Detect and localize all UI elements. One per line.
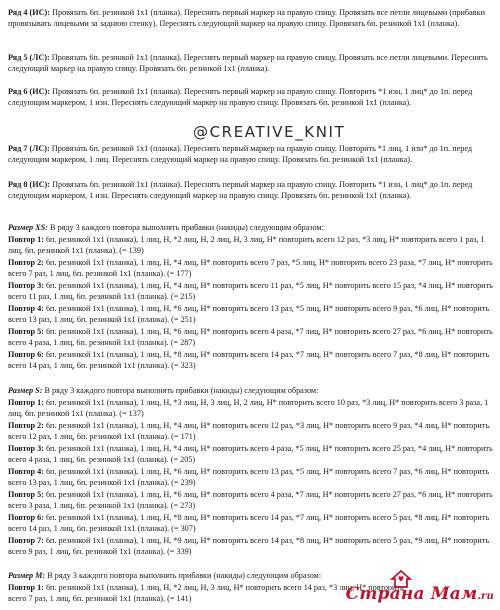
size-xs-repeat-3 xyxy=(8,280,494,302)
row-8-text: Провязать 6п. резинкой 1х1 (планка). Переснять первый маркер на правую спицу. Повторить *1 изн, 1 лиц* до 1п. перед следующим маркером, 1 изн. Переснять следующий маркер на правую спицу. Провязать 6п. резинкой 1х1 (планка). xyxy=(8,180,473,200)
repeat-label: Повтор 6: xyxy=(8,350,44,359)
row-8-label: Ряд 8 (ИС): xyxy=(8,180,51,189)
repeat-label: Повтор 4: xyxy=(8,304,44,313)
size-xs-intro: В ряду 3 каждого повтора выполнять прибавки (накиды) следующим образом: xyxy=(47,223,324,232)
repeat-text: 6п. резинкой 1х1 (планка), 1 лиц, Н, *8 лиц, Н* повторить всего 14 раз, *7 лиц, Н* повторить всего 7 раз, *8 лиц, Н* повторить всего 14 раз, 1 лиц, 6п. резинкой 1х1 (планка). (= 323) xyxy=(8,350,490,370)
size-xs-label: Размер XS: xyxy=(8,223,48,232)
row-6-label: Ряд 6 (ИС): xyxy=(8,87,51,96)
repeat-label: Повтор 4: xyxy=(8,467,44,476)
repeat-text: 6п. резинкой 1х1 (планка), 1 лиц, Н, *4 лиц, Н* повторить всего 7 раз, *5 лиц, Н* повторить всего 23 раза, *7 лиц, Н* повторить всего 7 раз, 1 лиц, 6п. резинкой 1х1 (планка). (= 177) xyxy=(8,258,493,278)
repeat-text: 6п. резинкой 1х1 (планка), 1 лиц, Н, *2 лиц, Н, 2 лиц, Н, 3 лиц, Н* повторить всего 12 раз, *3 лиц, Н* повторить всего 1 раз, 1 лиц, 6п. резинкой 1х1 (планка). (= 139) xyxy=(8,235,485,255)
repeat-text: 6п. резинкой 1х1 (планка), 1 лиц, Н, *4 лиц, Н* повторить всего 11 раз, *5 лиц, Н* повторить всего 15 раз, *4 лиц, Н* повторить всего 11 раз, 1 лиц, 6п. резинкой 1х1 (планка). (= 215) xyxy=(8,281,493,301)
repeat-label: Повтор 5: xyxy=(8,490,44,499)
repeat-label: Повтор 7: xyxy=(8,536,44,545)
repeat-label: Повтор 3: xyxy=(8,444,44,453)
repeat-text: 6п. резинкой 1х1 (планка), 1 лиц, Н, *6 лиц, Н* повторить всего 13 раз, *5 лиц, Н* повторить всего 7 раз, *6 лиц, Н* повторить всего 13 раз, 1 лиц, 6п. резинкой 1х1 (планка). (= 239) xyxy=(8,467,490,487)
repeat-text: 6п. резинкой 1х1 (планка), 1 лиц, Н, *4 лиц, Н* повторить всего 4 раза, *5 лиц, Н* повторить всего 25 раз, *4 лиц, Н* повторить всего 4 раза, 1 лиц, 6п. резинкой 1х1 (планка). (= 205) xyxy=(8,444,493,464)
size-xs-repeat-1 xyxy=(8,234,494,256)
row-5-text: Провязать 6п. резинкой 1х1 (планка). Переснять первый маркер на правую спицу. Провязать все петли лицевыми. Переснять следующий маркер на правую спицу. Провязать 6п. резинкой 1х1 (планка). xyxy=(8,53,488,73)
repeat-text: 6п. резинкой 1х1 (планка), 1 лиц, Н, *4 лиц, Н* повторить всего 12 раз, *3 лиц, Н* повторить всего 9 раз, *4 лиц, Н* повторить всего 12 раз, 1 лиц, 6п. резинкой 1х1 (планка). (= 171) xyxy=(8,421,490,441)
repeat-text: 6п. резинкой 1х1 (планка), 1 лиц, Н, *2 лиц, Н, 3 лиц, Н* повторить всего 14 раз, *3 лиц, Н* повторить всего 7 раз, 1 лиц, 6п. резинкой 1х1 (планка). (= 141) xyxy=(8,583,404,603)
size-s-intro: В ряду 3 каждого повтора выполнять прибавки (накиды) следующим образом: xyxy=(42,386,319,395)
row-6-text: Провязать 6п. резинкой 1х1 (планка). Переснять первый маркер на правую спицу. Повторить *1 изн, 1 лиц* до 1п. перед следующим маркером, 1 изн. Переснять следующий маркер на правую спицу. Провязать 6п. резинкой 1х1 (планка). xyxy=(8,87,473,107)
size-m-label: Размер М: xyxy=(8,571,46,580)
repeat-text: 6п. резинкой 1х1 (планка), 1 лиц, Н, *6 лиц, Н* повторить всего 13 раз, *5 лиц, Н* повторить всего 9 раз, *6 лиц, Н* повторить всего 13 раз, 1 лиц, 6п. резинкой 1х1 (планка). (= 251) xyxy=(8,304,490,324)
size-s-repeat-6 xyxy=(8,512,494,534)
repeat-label: Повтор 1: xyxy=(8,398,44,407)
size-xs-repeat-6 xyxy=(8,349,494,371)
row-7-text: Провязать 6п. резинкой 1х1 (планка). Переснять первый маркер на правую спицу. Повторить *1 лиц, 1 изн* до 1п. перед следующим маркером, 1 лиц. Переснять следующий маркер на правую спицу. Провязать 6п. резинкой 1х1 (планка). xyxy=(8,144,473,164)
size-s-repeat-1 xyxy=(8,397,494,419)
repeat-text: 6п. резинкой 1х1 (планка), 1 лиц, Н, *9 лиц, Н* повторить всего 14 раз, *8 лиц, Н* повторить всего 5 раз, *9 лиц, Н* повторить всего 9 раз, 1 лиц, 6п. резинкой 1х1 (планка). (= 339) xyxy=(8,536,490,556)
site-logo[interactable] xyxy=(346,584,494,604)
repeat-label: Повтор 2: xyxy=(8,258,44,267)
site-logo-name: Страна Мам xyxy=(345,584,478,604)
repeat-label: Повтор 1: xyxy=(8,235,44,244)
repeat-text: 6п. резинкой 1х1 (планка), 1 лиц, Н, *6 лиц, Н* повторить всего 4 раза, *7 лиц, Н* повторить всего 27 раз, *6 лиц, Н* повторить всего 3 раза, 1 лиц, 6п. резинкой 1х1 (планка). (= 273) xyxy=(8,490,493,510)
repeat-text: 6п. резинкой 1х1 (планка), 1 лиц, Н, *8 лиц, Н* повторить всего 14 раз, *7 лиц, Н* повторить всего 5 раз, *8 лиц, Н* повторить всего 14 раз, 1 лиц, 6п. резинкой 1х1 (планка). (= 307) xyxy=(8,513,490,533)
size-s-heading xyxy=(8,385,494,396)
watermark-text: @CREATIVE_KNIT xyxy=(193,123,346,141)
row-4-label: Ряд 4 (ИС): xyxy=(8,8,51,17)
size-s-label: Размер S: xyxy=(8,386,43,395)
row-7-label: Ряд 7 (ЛС): xyxy=(8,144,50,153)
row-7-paragraph xyxy=(8,143,494,165)
repeat-label: Повтор 3: xyxy=(8,281,44,290)
size-xs-repeat-5 xyxy=(8,326,494,348)
size-s-repeat-5 xyxy=(8,489,494,511)
size-s-repeat-7 xyxy=(8,535,494,557)
repeat-label: Повтор 5: xyxy=(8,327,44,336)
row-6-paragraph xyxy=(8,86,494,108)
row-8-paragraph xyxy=(8,179,494,201)
repeat-label: Повтор 6: xyxy=(8,513,44,522)
size-s-repeat-4 xyxy=(8,466,494,488)
row-5-label: Ряд 5 (ЛС): xyxy=(8,53,50,62)
site-logo-tld: .ru xyxy=(477,591,494,602)
size-s-repeat-2 xyxy=(8,420,494,442)
repeat-label: Повтор 1: xyxy=(8,583,44,592)
size-m-intro: В ряду 3 каждого повтора выполнять прибавки (накиды) следующим образом: xyxy=(45,571,322,580)
repeat-text: 6п. резинкой 1х1 (планка), 1 лиц, Н, *6 лиц, Н* повторить всего 4 раза, *7 лиц, Н* повторить всего 27 раз, *6 лиц, Н* повторить всего 4 раза, 1 лиц, 6п. резинкой 1х1 (планка). (= 287) xyxy=(8,327,493,347)
size-s-repeat-3 xyxy=(8,443,494,465)
repeat-text: 6п. резинкой 1х1 (планка), 1 лиц, Н, *3 лиц, Н, 3 лиц, Н, 2 лиц, Н* повторить всего 10 раз, *3 лиц, Н* повторить всего 3 раза, 1 лиц, 6п. резинкой 1х1 (планка). (= 137) xyxy=(8,398,489,418)
row-5-paragraph xyxy=(8,52,494,74)
repeat-label: Повтор 2: xyxy=(8,421,44,430)
size-xs-repeat-2 xyxy=(8,257,494,279)
size-xs-heading xyxy=(8,222,494,233)
row-4-paragraph xyxy=(8,7,494,29)
row-4-text: Провязать 6п. резинкой 1х1 (планка). Переснять первый маркер на правую спицу. Провязать все петли лицевыми (прибавки провязывать лицевыми за заднюю стенку). Переснять следующий маркер на правую спицу. Провязать 6п. резинкой 1х1 (планка). xyxy=(8,8,485,28)
size-xs-repeat-4 xyxy=(8,303,494,325)
size-m-heading xyxy=(8,570,494,581)
